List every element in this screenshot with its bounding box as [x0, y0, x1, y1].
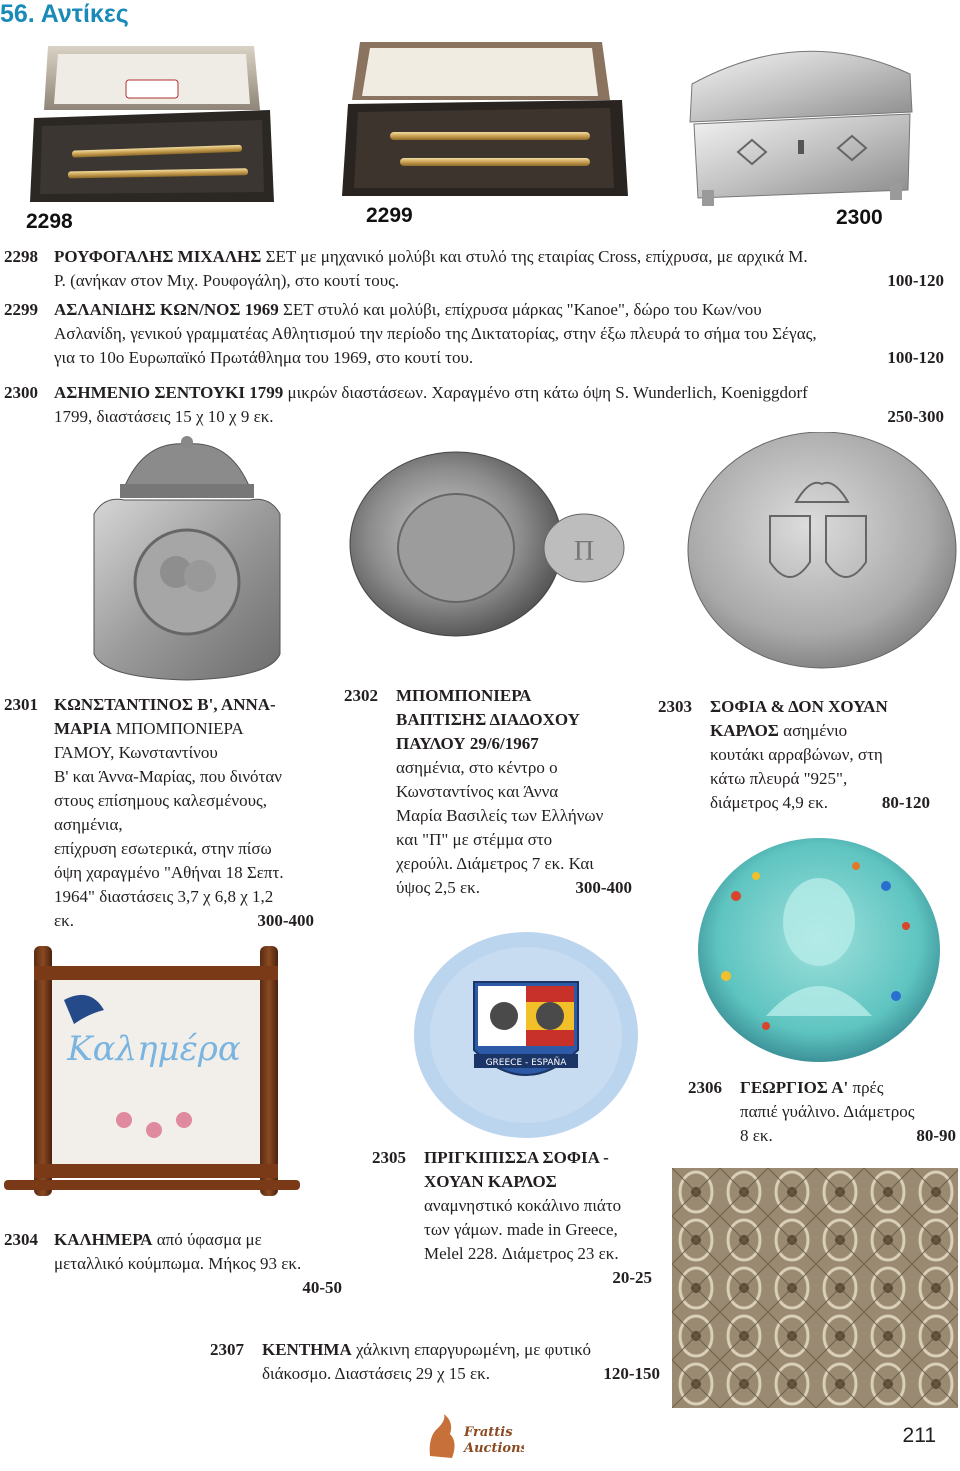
lot-description: κάτω πλευρά "925", — [710, 769, 848, 788]
section-title: 56. Αντίκες — [0, 0, 129, 28]
lot-title: ΣΟΦΙΑ & ΔΟΝ ΧΟΥΑΝ — [710, 697, 888, 716]
lot-price: 300-400 — [257, 911, 314, 930]
lot-description: ΣΕΤ με μηχανικό μολύβι και στυλό της εταιρίας Cross, επίχρυσα, με αρχικά Μ. — [261, 247, 808, 266]
lot-number: 2299 — [4, 300, 38, 319]
lot-number: 2304 — [4, 1230, 38, 1249]
lot-number: 2302 — [344, 686, 378, 705]
lot-description: ΓΑΜΟΥ, Κωνσταντίνου — [54, 743, 218, 762]
lot-description: παπιέ γυάλινο. Διάμετρος — [740, 1102, 915, 1121]
lot-description: ασημένια, — [54, 815, 123, 834]
lot-price: 40-50 — [302, 1278, 342, 1297]
photo-2306-paperweight — [696, 836, 942, 1064]
lot-description: και "Π" με στέμμα στο — [396, 830, 553, 849]
lot-price: 20-25 — [612, 1268, 652, 1287]
lot-description: ΜΠΟΜΠΟΝΙΕΡΑ — [111, 719, 244, 738]
svg-text:Π: Π — [573, 536, 595, 567]
lot-number: 2305 — [372, 1148, 406, 1167]
lot-number: 2301 — [4, 695, 38, 714]
lot-number: 2303 — [658, 697, 692, 716]
plate-text: GREECE - ESPAÑA — [485, 1058, 567, 1068]
lot-description: ασημένια, στο κέντρο ο — [396, 758, 558, 777]
lot-description: από ύφασμα με — [152, 1230, 262, 1249]
lot-description: 1964" διαστάσεις 3,7 χ 6,8 χ 1,2 — [54, 887, 274, 906]
photo-2298-pen-set — [28, 40, 276, 206]
lot-description: Melel 228. Διάμετρος 23 εκ. — [424, 1244, 619, 1263]
lot-description: διάμετρος 4,9 εκ. — [710, 793, 828, 812]
photo-label-2299: 2299 — [366, 204, 413, 227]
photo-2300-silver-chest — [686, 40, 918, 208]
lot-description: όψη χαραγμένο "Αθήναι 18 Σεπτ. — [54, 863, 284, 882]
photo-label-2298: 2298 — [26, 210, 73, 233]
lot-description: μεταλλικό κούμπωμα. Μήκος 93 εκ. — [54, 1254, 302, 1273]
lot-title: ΑΣΛΑΝΙΔΗΣ ΚΩΝ/ΝΟΣ 1969 — [54, 300, 279, 319]
photo-2303-silver-box — [686, 432, 958, 670]
lot-title: ΚΑΡΛΟΣ — [710, 721, 779, 740]
lot-description: ΣΕΤ στυλό και μολύβι, επίχρυσα μάρκας "Kanoe", δώρο του Κων/νου — [278, 300, 762, 319]
lot-number: 2307 — [210, 1340, 244, 1359]
lot-description: των γάμων. made in Greece, — [424, 1220, 618, 1239]
lot-description: ασημένιο — [778, 721, 848, 740]
photo-label-2300: 2300 — [836, 206, 883, 229]
lot-number: 2300 — [4, 383, 38, 402]
lot-description: 8 εκ. — [740, 1126, 773, 1145]
lot-title: ΒΑΠΤΙΣΗΣ ΔΙΑΔΟΧΟΥ — [396, 710, 580, 729]
lot-price: 250-300 — [887, 407, 944, 426]
lot-description: κουτάκι αρραβώνων, στη — [710, 745, 883, 764]
photo-2301-bonbonniere — [84, 434, 290, 686]
lot-description: εκ. — [54, 911, 74, 930]
lot-title: ΧΟΥΑΝ ΚΑΡΛΟΣ — [424, 1172, 557, 1191]
lot-title: ΠΑΥΛΟΥ 29/6/1967 — [396, 734, 539, 753]
lot-description: χάλκινη επαργυρωμένη, με φυτικό — [351, 1340, 591, 1359]
lot-description: Μαρία Βασιλείς των Ελλήνων — [396, 806, 604, 825]
lot-title: ΡΟΥΦΟΓΑΛΗΣ ΜΙΧΑΛΗΣ — [54, 247, 262, 266]
lot-title: ΚΑΛΗΜΕΡΑ — [54, 1230, 153, 1249]
lot-price: 100-120 — [887, 348, 944, 367]
lot-description: μικρών διαστάσεων. Χαραγμένο στη κάτω όψη S. Wunderlich, Koeniggdorf — [283, 383, 808, 402]
lot-description: διάκοσμο. Διαστάσεις 29 χ 15 εκ. — [262, 1364, 490, 1383]
photo-2305-plate — [412, 930, 640, 1140]
lot-number: 2306 — [688, 1078, 722, 1097]
lot-description: Β' και Άννα-Μαρίας, που δινόταν — [54, 767, 282, 786]
photo-2302-bonbonniere-dish — [344, 448, 630, 638]
lot-title: ΓΕΩΡΓΙΟΣ Α' — [740, 1078, 849, 1097]
frattis-logo — [424, 1412, 524, 1462]
lot-price: 100-120 — [887, 271, 944, 290]
lot-price: 80-120 — [881, 793, 930, 812]
lot-description: Κωνσταντίνος και Άννα — [396, 782, 559, 801]
logo-line1: Frattis — [464, 1425, 513, 1440]
lot-description: 1799, διαστάσεις 15 χ 10 χ 9 εκ. — [54, 407, 274, 426]
lot-title: ΜΠΟΜΠΟΝΙΕΡΑ — [396, 686, 532, 705]
lot-description: χερούλι. Διάμετρος 7 εκ. Και — [396, 854, 594, 873]
lot-number: 2298 — [4, 247, 38, 266]
lot-title: ΚΩΝΣΤΑΝΤΙΝΟΣ Β', ΑΝΝΑ- — [54, 695, 276, 714]
page-number: 211 — [902, 1424, 936, 1447]
photo-2299-pen-set — [340, 40, 630, 200]
lot-title: ΜΑΡΙΑ — [54, 719, 112, 738]
lot-price: 120-150 — [603, 1364, 660, 1383]
logo-figure-icon — [430, 1414, 455, 1458]
lot-description: ύψος 2,5 εκ. — [396, 878, 480, 897]
lot-description: στους επίσημους καλεσμένους, — [54, 791, 267, 810]
logo-line2: Auctions — [464, 1441, 524, 1456]
lot-description: για το 10ο Ευρωπαϊκό Πρωτάθλημα του 1969, στο κουτί του. — [54, 348, 474, 367]
lot-price: 300-400 — [575, 878, 632, 897]
lot-description: επίχρυση εσωτερικά, στην πίσω — [54, 839, 272, 858]
lot-description: πρές — [848, 1078, 884, 1097]
lot-description: αναμνηστικό κοκάλινο πιάτο — [424, 1196, 622, 1215]
lot-title: ΑΣΗΜΕΝΙΟ ΣΕΝΤΟΥΚΙ 1799 — [54, 383, 284, 402]
lot-description: Ασλανίδη, γενικού γραμματέας Αθλητισμού την περίοδο της Δικτατορίας, στην έξω πλευρά το σήμα του Σέγας, — [54, 324, 817, 343]
lot-title: ΠΡΙΓΚΙΠΙΣΣΑ ΣΟΦΙΑ - — [424, 1148, 609, 1167]
photo-2304-embroidery — [4, 940, 302, 1218]
photo-2307-embroidery-textile — [672, 1168, 958, 1408]
lot-description: Ρ. (ανήκαν στον Μιχ. Ρουφογάλη), στο κουτί τους. — [54, 271, 400, 290]
lot-title: ΚΕΝΤΗΜΑ — [262, 1340, 352, 1359]
embroidery-text: Καλημέρα — [67, 1029, 241, 1069]
lot-price: 80-90 — [916, 1126, 956, 1145]
